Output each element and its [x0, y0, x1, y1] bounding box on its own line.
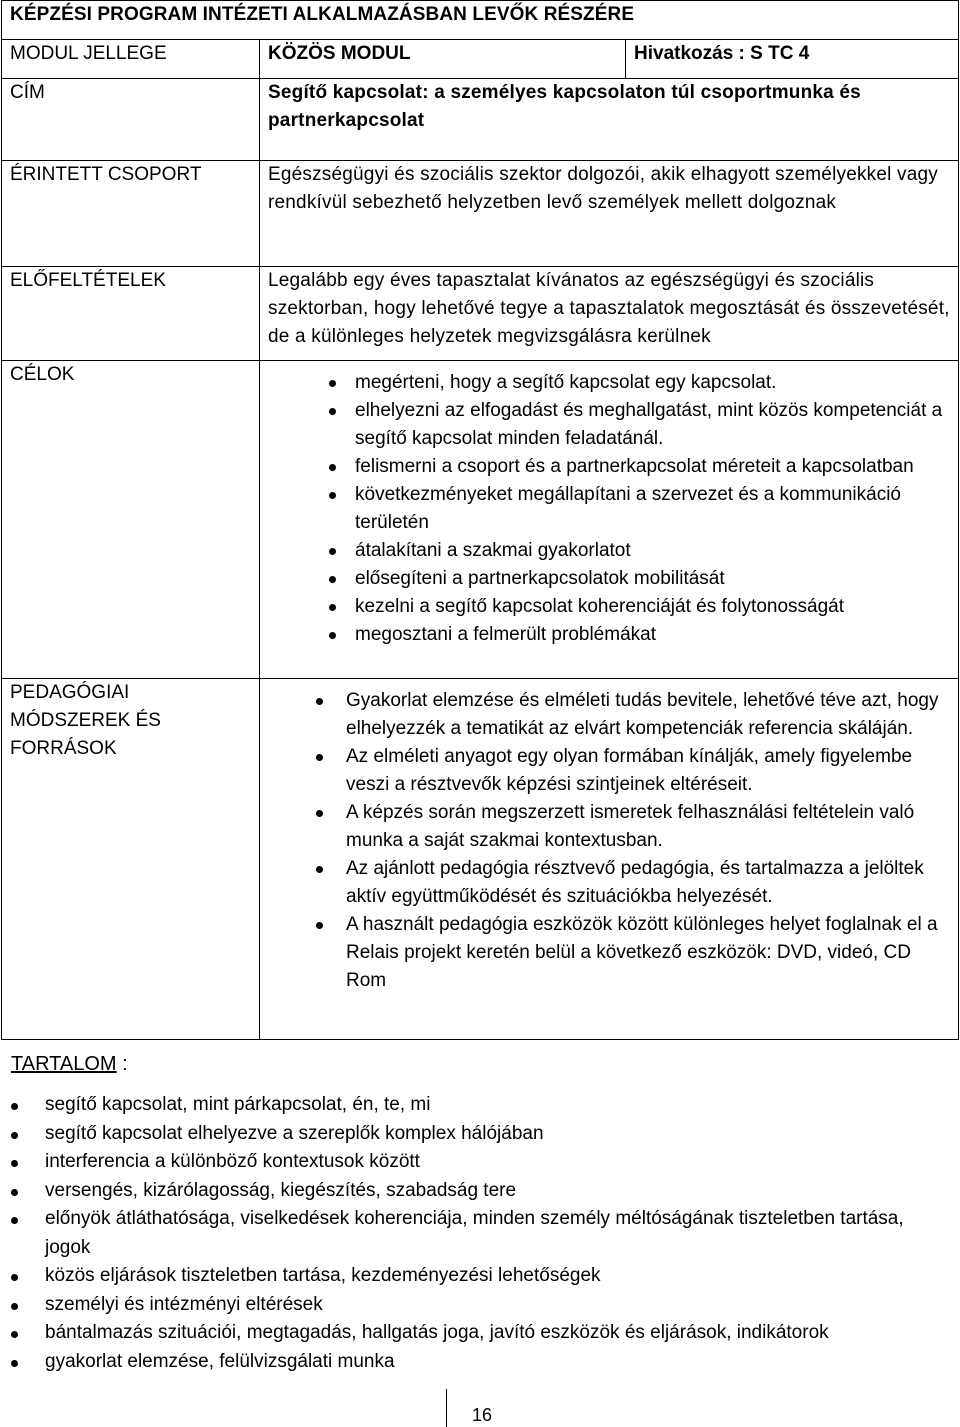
list-item: segítő kapcsolat, mint párkapcsolat, én, te, mi [0, 1091, 950, 1120]
cim-label: CÍM [2, 79, 260, 161]
bullet-icon [11, 1360, 18, 1367]
bullet-icon [329, 632, 336, 639]
list-item: közös eljárások tiszteletben tartása, kezdeményezési lehetőségek [0, 1262, 950, 1291]
hivatkozas-value: Hivatkozás : S TC 4 [626, 40, 959, 79]
bullet-icon [316, 698, 323, 705]
bullet-icon [329, 576, 336, 583]
tartalom-label: TARTALOM [11, 1053, 117, 1075]
bullet-icon [329, 408, 336, 415]
tartalom-list [0, 1091, 950, 1376]
module-table [1, 0, 959, 1040]
list-item: A képzés során megszerzett ismeretek felhasználási feltételein való munka a saját szakmai kontextusban. [260, 799, 942, 855]
list-item: Az ajánlott pedagógia résztvevő pedagógia, és tartalmazza a jelöltek aktív együttműködését és szituációkba helyezését. [260, 855, 942, 911]
list-item: személyi és intézményi eltérések [0, 1291, 950, 1320]
list-item: Gyakorlat elemzése és elméleti tudás bevitele, lehetővé téve azt, hogy elhelyezzék a tematikát az elvárt kompetenciák referencia skáláján. [260, 687, 942, 743]
bullet-icon [11, 1103, 18, 1110]
list-item: megérteni, hogy a segítő kapcsolat egy kapcsolat. [260, 369, 958, 397]
list-item: elhelyezni az elfogadást és meghallgatást, mint közös kompetenciát a segítő kapcsolat minden feladatánál. [260, 397, 958, 453]
celok-label: CÉLOK [2, 361, 260, 679]
cim-value: Segítő kapcsolat: a személyes kapcsolaton túl csoportmunka és partnerkapcsolat [260, 79, 959, 161]
pedagogiai-list [260, 687, 942, 995]
bullet-icon [329, 548, 336, 555]
list-item: előnyök átláthatósága, viselkedések koherenciája, minden személy méltóságának tiszteletben tartása, jogok [0, 1205, 950, 1262]
bullet-icon [11, 1331, 18, 1338]
page-number: 16 [471, 1405, 493, 1425]
celok-list [260, 369, 958, 649]
bullet-icon [329, 380, 336, 387]
list-item: elősegíteni a partnerkapcsolatok mobilitását [260, 565, 958, 593]
pedagogiai-label: PEDAGÓGIAI MÓDSZEREK ÉS FORRÁSOK [2, 679, 260, 1040]
list-item: versengés, kizárólagosság, kiegészítés, szabadság tere [0, 1177, 950, 1206]
list-item: átalakítani a szakmai gyakorlatot [260, 537, 958, 565]
list-item: Az elméleti anyagot egy olyan formában kínálják, amely figyelembe veszi a résztvevők képzési szintjeinek eltéréseit. [260, 743, 942, 799]
modul-jellege-value: KÖZÖS MODUL [260, 40, 626, 79]
celok-cell [260, 361, 959, 679]
erintett-label: ÉRINTETT CSOPORT [2, 161, 260, 267]
bullet-icon [11, 1189, 18, 1196]
modul-jellege-label: MODUL JELLEGE [2, 40, 260, 79]
bullet-icon [316, 866, 323, 873]
document-title: KÉPZÉSI PROGRAM INTÉZETI ALKALMAZÁSBAN LEVŐK RÉSZÉRE [2, 1, 959, 40]
list-item: bántalmazás szituációi, megtagadás, hallgatás joga, javító eszközök és eljárások, indikátorok [0, 1319, 950, 1348]
list-item: A használt pedagógia eszközök között különleges helyet foglalnak el a Relais projekt keretén belül a következő eszközök: DVD, videó, CD Rom [260, 911, 942, 995]
tartalom-heading [11, 1050, 128, 1078]
bullet-icon [329, 604, 336, 611]
list-item: segítő kapcsolat elhelyezve a szereplők komplex hálójában [0, 1120, 950, 1149]
bullet-icon [11, 1132, 18, 1139]
list-item: felismerni a csoport és a partnerkapcsolat méreteit a kapcsolatban [260, 453, 958, 481]
list-item: kezelni a segítő kapcsolat koherenciáját és folytonosságát [260, 593, 958, 621]
tartalom-colon: : [116, 1053, 128, 1075]
footer-divider [446, 1389, 447, 1427]
bullet-icon [11, 1274, 18, 1281]
elofeltetelek-label: ELŐFELTÉTELEK [2, 267, 260, 361]
list-item: következményeket megállapítani a szervezet és a kommunikáció területén [260, 481, 958, 537]
erintett-value: Egészségügyi és szociális szektor dolgozói, akik elhagyott személyekkel vagy rendkívül sebezhető helyzetben levő személyek mellett dolgoznak [260, 161, 959, 267]
list-item: gyakorlat elemzése, felülvizsgálati munka [0, 1348, 950, 1377]
list-item: megosztani a felmerült problémákat [260, 621, 958, 649]
bullet-icon [316, 754, 323, 761]
list-item: interferencia a különböző kontextusok között [0, 1148, 950, 1177]
bullet-icon [329, 464, 336, 471]
bullet-icon [11, 1160, 18, 1167]
bullet-icon [11, 1303, 18, 1310]
elofeltetelek-value: Legalább egy éves tapasztalat kívánatos az egészségügyi és szociális szektorban, hogy lehetővé tegye a tapasztalatok megosztását és összevetését, de a különleges helyzetek megvizsgálásra kerülnek [260, 267, 959, 361]
bullet-icon [11, 1217, 18, 1224]
bullet-icon [329, 492, 336, 499]
bullet-icon [316, 810, 323, 817]
pedagogiai-cell [260, 679, 959, 1040]
bullet-icon [316, 922, 323, 929]
